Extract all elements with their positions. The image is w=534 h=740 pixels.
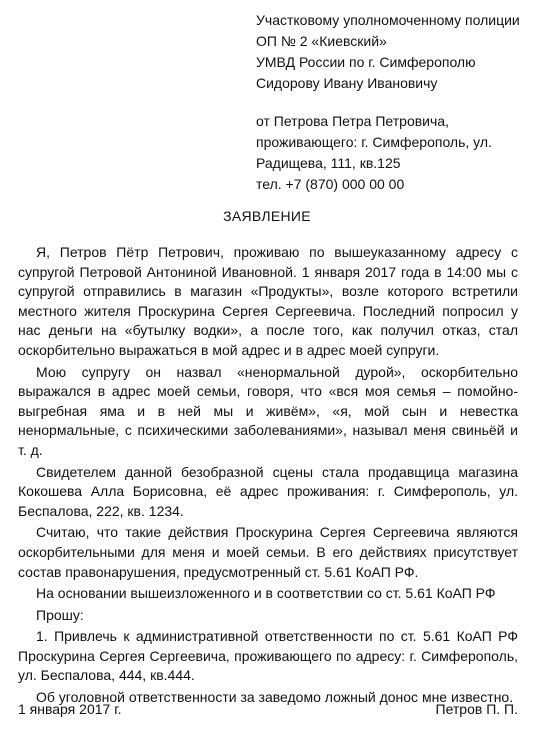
- sender-line: проживающего: г. Симферополь, ул.: [256, 134, 492, 150]
- request-item: 1. Привлечь к административной ответственности по ст. 5.61 КоАП РФ Проскурина Сергея Сергеевича, проживающего по адресу: г. Симферополь, ул. Беспалова, 444, кв.444.: [18, 628, 518, 684]
- request-heading: Прошу:: [36, 606, 84, 623]
- statement-body: [18, 243, 518, 710]
- addressee-line: УМВД России по г. Симферополю: [256, 54, 476, 70]
- body-paragraph: Считаю, что такие действия Проскурина Сергея Сергеевича являются оскорбительными для меня и моей семьи. В его действиях присутствует состав правонарушения, предусмотренный ст. 5.61 КоАП РФ.: [18, 524, 518, 580]
- signature-name: Петров П. П.: [435, 701, 518, 717]
- body-paragraph: Мою супругу он назвал «ненормальной дурой», оскорбительно выражался в адрес моей семьи, говоря, что «вся моя семья – помойно-выгребная яма и в ней мы и живём», «я, мой сын и невестка ненормальные, с психическими заболеваниями», называл меня свиньёй и т. д.: [18, 363, 518, 458]
- body-paragraph: На основании вышеизложенного и в соответствии со ст. 5.61 КоАП РФ: [36, 585, 496, 602]
- addressee-line: Участковому уполномоченному полиции: [256, 12, 520, 28]
- sender-line: Радищева, 111, кв.125: [256, 155, 401, 171]
- liability-statement: Об уголовной ответственности за заведомо ложный донос мне известно.: [36, 689, 514, 706]
- body-paragraph: Свидетелем данной безобразной сцены стала продавщица магазина Кокошева Алла Борисовна, её адрес проживания: г. Симферополь, ул. Беспалова, 222, кв. 1234.: [18, 463, 518, 519]
- sender-line: тел. +7 (870) 000 00 00: [256, 176, 405, 192]
- document-date: 1 января 2017 г.: [18, 701, 122, 717]
- body-paragraph: Я, Петров Пётр Петрович, проживаю по вышеуказанному адресу с супругой Петровой Антониной Ивановной. 1 января 2017 года в 14:00 мы с супругой отправились в магазин «Продукты», возле которого встретили местного жителя Проскурина Сергея Сергеевича. Последний попросил у нас деньги на «бутылку водки», а после того, как получил отказ, стал оскорбительно выражаться в мой адрес и в адрес моей супруги.: [18, 244, 518, 358]
- addressee-line: ОП № 2 «Киевский»: [256, 33, 387, 49]
- sender-line: от Петрова Петра Петровича,: [256, 113, 449, 129]
- sender-block: [256, 111, 526, 195]
- document-title: ЗАЯВЛЕНИЕ: [223, 208, 311, 224]
- addressee-line: Сидорову Ивану Ивановичу: [256, 75, 438, 91]
- addressee-block: [256, 10, 526, 94]
